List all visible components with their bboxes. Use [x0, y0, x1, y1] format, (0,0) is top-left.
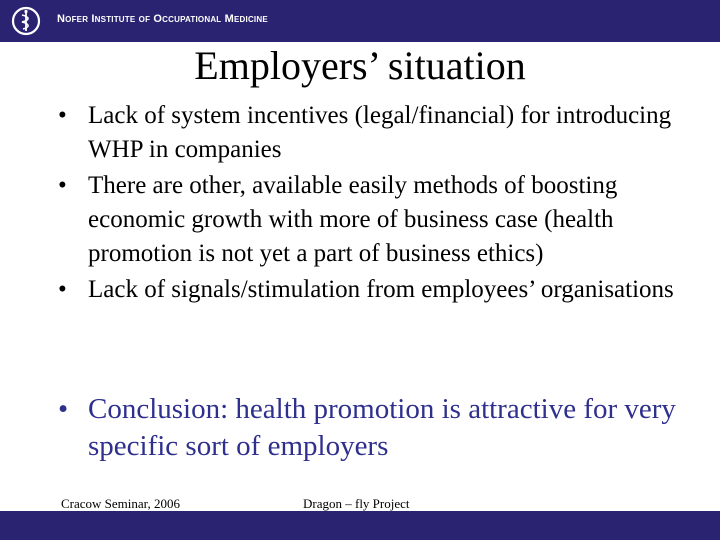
- footer-bar: [0, 511, 720, 540]
- bullet-marker: •: [58, 393, 69, 425]
- bullet-text: Lack of system incentives (legal/financial) for introducing WHP in companies: [88, 102, 672, 163]
- bullet-marker: •: [58, 172, 67, 199]
- bullet-item: [58, 99, 698, 167]
- conclusion-text: Conclusion: health promotion is attractive for very specific sort of employers: [88, 393, 676, 462]
- bullet-list: [58, 99, 698, 309]
- footer-project: Dragon – fly Project: [303, 496, 410, 511]
- bullet-text: There are other, available easily methods of boosting economic growth with more of business case (health promotion is not yet a part of business ethics): [88, 172, 618, 267]
- bullet-marker: •: [58, 276, 67, 303]
- slide-title: Employers’ situation: [194, 43, 526, 88]
- header-bar: [0, 0, 720, 42]
- bullet-marker: •: [58, 102, 67, 129]
- institute-name: Nofer Institute of Occupational Medicine: [57, 13, 268, 25]
- conclusion-bullet: [58, 391, 698, 465]
- bullet-text: Lack of signals/stimulation from employees’ organisations: [88, 276, 674, 303]
- bullet-item: [58, 273, 698, 307]
- bullet-item: [58, 169, 698, 271]
- footer-seminar: Cracow Seminar, 2006: [61, 496, 180, 511]
- caduceus-seal-icon: [11, 6, 41, 36]
